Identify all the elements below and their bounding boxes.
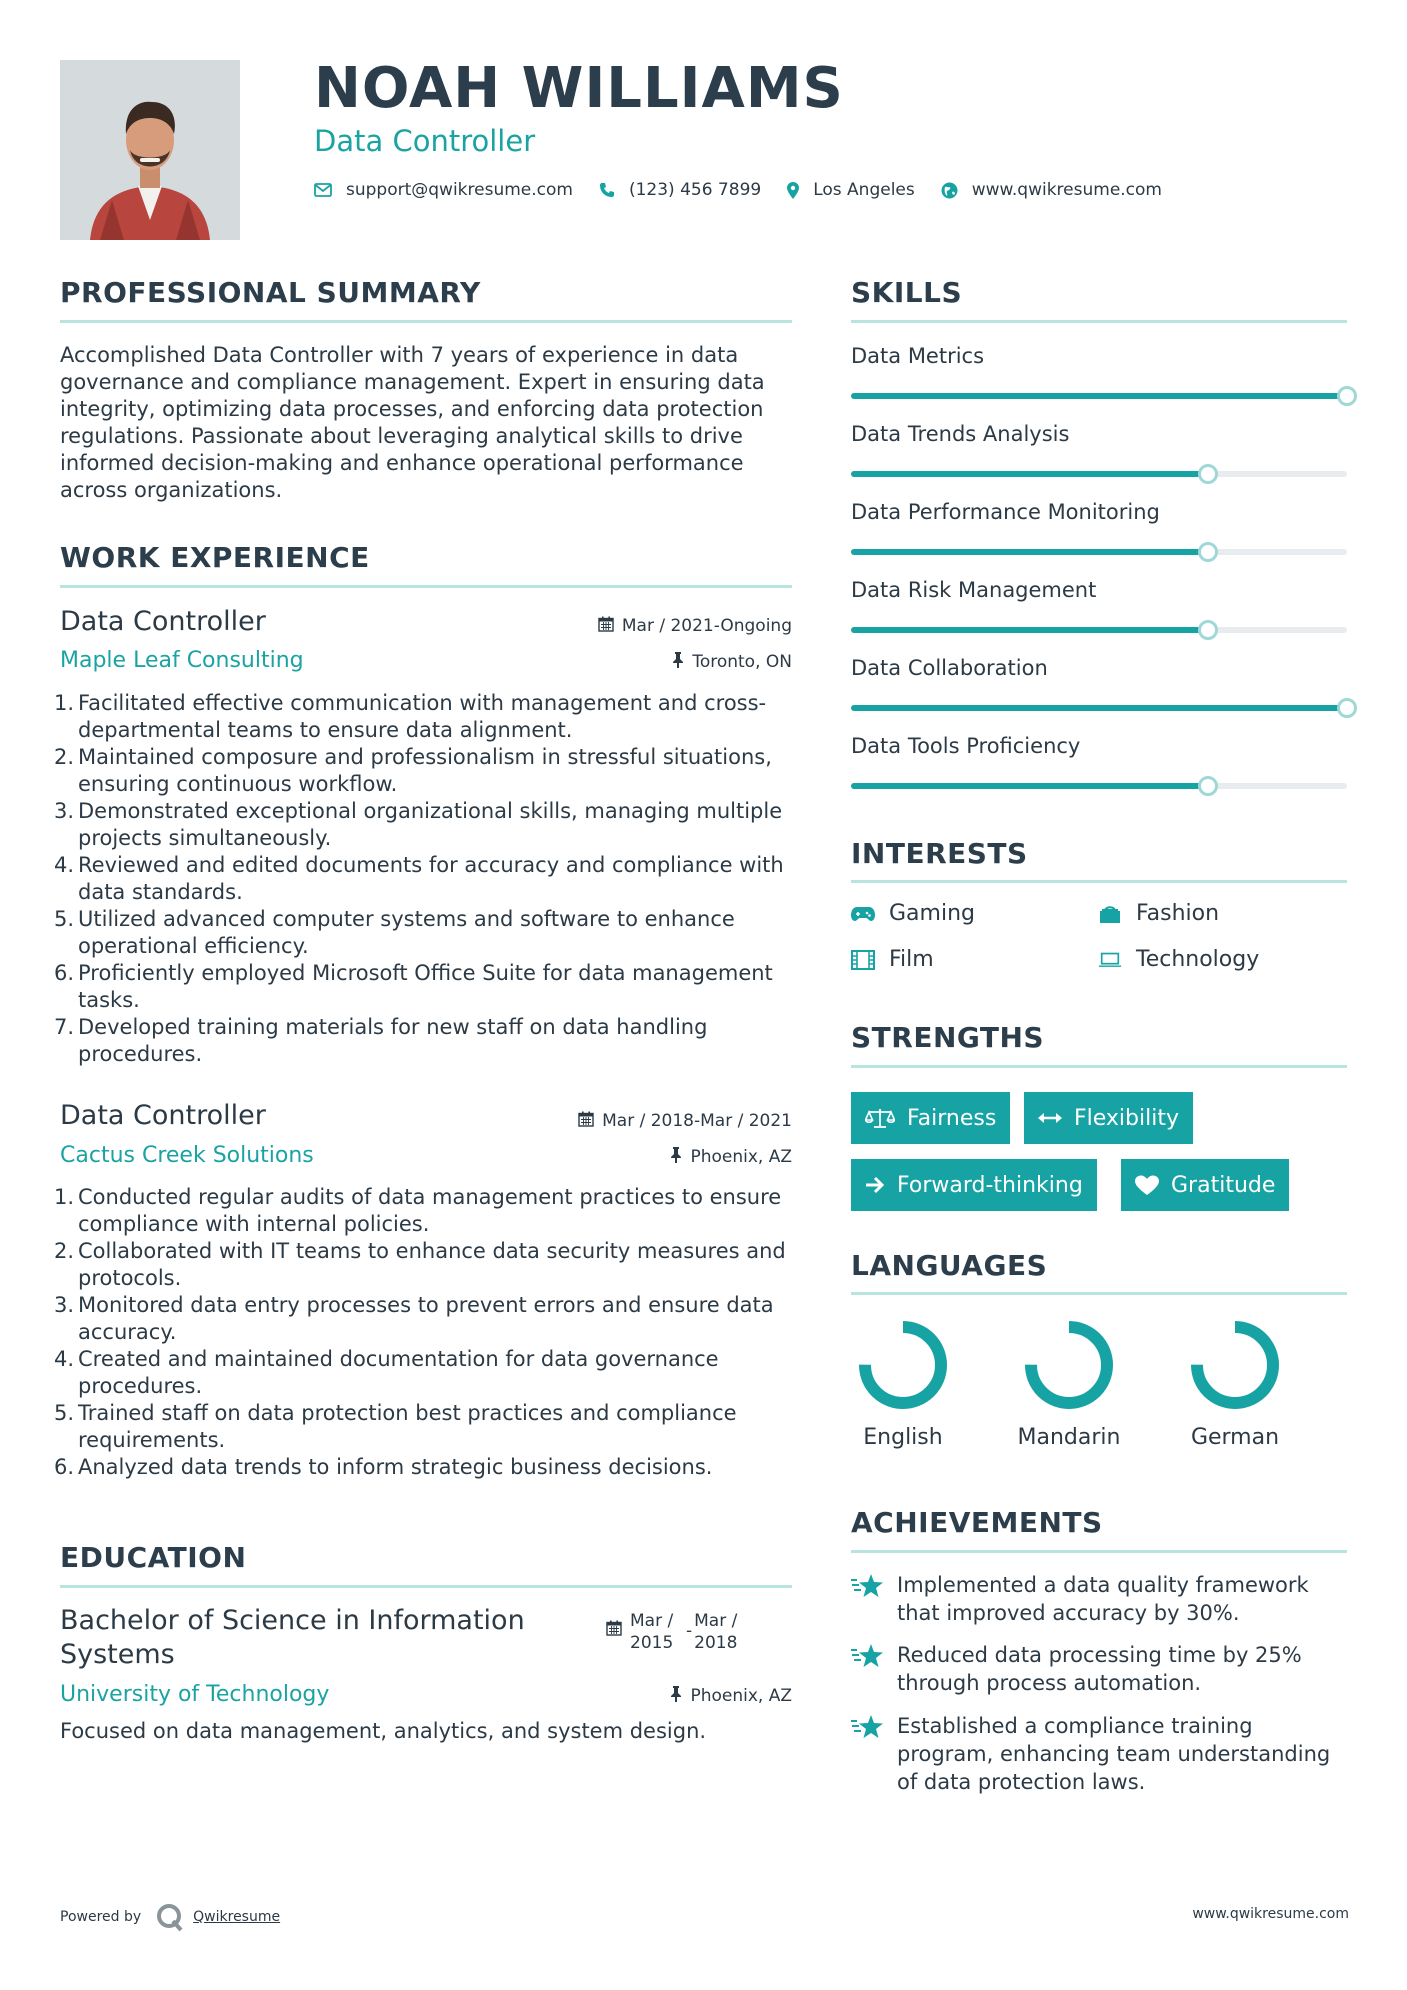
interest-fashion	[1098, 901, 1219, 926]
summary-divider	[60, 320, 792, 323]
strength-label: Flexibility	[1074, 1105, 1179, 1131]
language-mandarin	[1009, 1317, 1129, 1450]
education-date-end: Mar / 2018	[694, 1611, 738, 1653]
skill-bar	[851, 471, 1347, 477]
pin-icon	[670, 1147, 682, 1167]
duty-item	[54, 1184, 795, 1238]
scale-icon	[865, 1107, 895, 1129]
job-2-date-text: Mar / 2018-Mar / 2021	[602, 1111, 792, 1131]
duty-item	[54, 798, 795, 852]
skill-bar-knob	[1337, 386, 1357, 406]
education-dates	[606, 1610, 737, 1654]
duty-item	[54, 1238, 795, 1292]
duty-item	[54, 690, 795, 744]
interest-technology	[1098, 947, 1259, 972]
strengths-divider	[851, 1065, 1347, 1068]
duty-text: Analyzed data trends to inform strategic business decisions.	[78, 1455, 713, 1479]
skill-name: Data Collaboration	[851, 656, 1048, 680]
education-date-separator: -	[686, 1621, 693, 1641]
interest-label: Film	[889, 947, 934, 972]
duty-number: 6.	[54, 961, 75, 985]
skill-bar-fill	[851, 471, 1208, 477]
language-name: German	[1190, 1425, 1280, 1450]
duty-number: 1.	[54, 691, 75, 715]
duty-text: Monitored data entry processes to prevent errors and ensure data accuracy.	[78, 1293, 774, 1344]
summary-heading: PROFESSIONAL SUMMARY	[60, 276, 481, 309]
strengths-heading: STRENGTHS	[851, 1021, 1045, 1054]
duty-item	[54, 744, 795, 798]
achievements-divider	[851, 1550, 1347, 1553]
skill-bar-fill	[851, 393, 1347, 399]
job-2-company: Cactus Creek Solutions	[60, 1143, 314, 1168]
duty-number: 2.	[54, 1239, 75, 1263]
experience-heading: WORK EXPERIENCE	[60, 541, 370, 574]
calendar-icon	[606, 1620, 622, 1642]
contact-location: Los Angeles	[813, 180, 915, 200]
school-name: University of Technology	[60, 1682, 330, 1707]
education-divider	[60, 1585, 792, 1588]
achievement-item	[851, 1571, 1351, 1627]
skill-name: Data Metrics	[851, 344, 985, 368]
calendar-icon	[578, 1111, 594, 1131]
interests-heading: INTERESTS	[851, 837, 1028, 870]
skill-name: Data Tools Proficiency	[851, 734, 1081, 758]
contact-bar	[314, 180, 1188, 200]
globe-icon	[941, 182, 958, 199]
duty-item	[54, 1292, 795, 1346]
duty-number: 5.	[54, 907, 75, 931]
skill-bar-knob	[1198, 776, 1218, 796]
trophy-star-icon	[851, 1712, 897, 1796]
candidate-title: Data Controller	[314, 124, 536, 158]
skill-bar	[851, 783, 1347, 789]
skills-heading: SKILLS	[851, 276, 963, 309]
interests-divider	[851, 880, 1347, 883]
duty-item	[54, 852, 795, 906]
degree-line-1: Bachelor of Science in Information	[60, 1605, 525, 1636]
trophy-star-icon	[851, 1571, 897, 1627]
interest-label: Technology	[1136, 947, 1260, 972]
language-ring-arc	[865, 1327, 941, 1403]
footer-url[interactable]: www.qwikresume.com	[1192, 1906, 1349, 1922]
email-icon	[314, 183, 332, 197]
achievement-item	[851, 1641, 1351, 1697]
languages-divider	[851, 1292, 1347, 1295]
achievements-heading: ACHIEVEMENTS	[851, 1506, 1103, 1539]
duty-number: 4.	[54, 853, 75, 877]
interest-film	[851, 947, 934, 972]
job-1-dates	[598, 616, 792, 636]
pin-icon	[672, 652, 684, 672]
duty-text: Developed training materials for new staff on data handling procedures.	[78, 1015, 708, 1066]
duty-text: Maintained composure and professionalism in stressful situations, ensuring continuous workflow.	[78, 745, 772, 796]
education-location-text: Phoenix, AZ	[690, 1686, 792, 1706]
strength-gratitude	[1121, 1159, 1289, 1211]
skill-bar	[851, 549, 1347, 555]
skill-name: Data Trends Analysis	[851, 422, 1070, 446]
duty-text: Conducted regular audits of data management practices to ensure compliance with internal policies.	[78, 1185, 782, 1236]
calendar-icon	[598, 616, 614, 636]
language-english	[843, 1317, 963, 1450]
job-1-date-text: Mar / 2021-Ongoing	[621, 616, 792, 636]
contact-phone[interactable]: (123) 456 7899	[628, 180, 762, 200]
job-1-title: Data Controller	[60, 606, 266, 637]
summary-text: Accomplished Data Controller with 7 years of experience in data governance and compliance management. Expert in ensuring data integrity, optimizing data processes, and enforcing data protection regulations. Passionate about leveraging analytical skills to drive informed decision-making and enhance operational performance across organizations.	[60, 343, 765, 502]
skill-name: Data Risk Management	[851, 578, 1097, 602]
job-1-duties	[54, 690, 795, 1068]
language-ring	[1187, 1317, 1283, 1413]
arrow-right-icon	[865, 1176, 885, 1194]
language-ring-arc	[1197, 1327, 1273, 1403]
contact-website[interactable]: www.qwikresume.com	[971, 180, 1162, 200]
trophy-star-icon	[851, 1641, 897, 1697]
language-ring	[855, 1317, 951, 1413]
job-2-duties	[54, 1184, 795, 1481]
duty-number: 7.	[54, 1015, 75, 1039]
languages-heading: LANGUAGES	[851, 1249, 1048, 1282]
language-ring	[1021, 1317, 1117, 1413]
qwikresume-logo-icon	[155, 1902, 185, 1932]
duty-item	[54, 960, 795, 1014]
powered-by-brand-link[interactable]: Qwikresume	[193, 1909, 281, 1925]
powered-by	[60, 1902, 280, 1932]
duty-item	[54, 1346, 795, 1400]
interest-gaming	[851, 901, 975, 926]
skill-bar-fill	[851, 783, 1208, 789]
contact-email[interactable]: support@qwikresume.com	[346, 180, 573, 200]
skill-bar	[851, 705, 1347, 711]
job-2-title: Data Controller	[60, 1100, 266, 1131]
achievement-item	[851, 1712, 1351, 1796]
duty-text: Facilitated effective communication with management and cross-departmental teams to ensure data alignment.	[78, 691, 767, 742]
duty-number: 3.	[54, 1293, 75, 1317]
degree-line-2: Systems	[60, 1639, 175, 1670]
duty-number: 3.	[54, 799, 75, 823]
job-2-location-text: Phoenix, AZ	[690, 1147, 792, 1167]
duty-item	[54, 1014, 795, 1068]
strength-label: Forward-thinking	[897, 1172, 1083, 1198]
education-description: Focused on data management, analytics, and system design.	[60, 1719, 707, 1743]
skill-bar-fill	[851, 627, 1208, 633]
education-date-start: Mar / 2015	[630, 1611, 674, 1653]
duty-item	[54, 906, 795, 960]
job-1-company: Maple Leaf Consulting	[60, 648, 304, 673]
skill-bar-knob	[1198, 620, 1218, 640]
duty-text: Utilized advanced computer systems and software to enhance operational efficiency.	[78, 907, 735, 958]
duty-item	[54, 1454, 795, 1481]
achievement-text: Implemented a data quality framework that improved accuracy by 30%.	[897, 1573, 1309, 1625]
skill-bar	[851, 627, 1347, 633]
education-heading: EDUCATION	[60, 1541, 247, 1574]
duty-text: Collaborated with IT teams to enhance data security measures and protocols.	[78, 1239, 786, 1290]
duty-number: 5.	[54, 1401, 75, 1425]
skill-bar-knob	[1198, 464, 1218, 484]
job-1-location	[672, 652, 792, 672]
experience-divider	[60, 585, 792, 588]
duty-text: Proficiently employed Microsoft Office Suite for data management tasks.	[78, 961, 773, 1012]
candidate-name: NOAH WILLIAMS	[314, 56, 844, 121]
interest-label: Gaming	[889, 901, 975, 926]
duty-number: 4.	[54, 1347, 75, 1371]
skill-bar-knob	[1337, 698, 1357, 718]
language-name: Mandarin	[1017, 1425, 1121, 1450]
film-icon	[851, 950, 875, 970]
skill-bar-knob	[1198, 542, 1218, 562]
achievement-text: Established a compliance training program, enhancing team understanding of data protection laws.	[897, 1714, 1331, 1794]
pin-icon	[670, 1686, 682, 1706]
duty-text: Trained staff on data protection best practices and compliance requirements.	[78, 1401, 737, 1452]
interest-label: Fashion	[1136, 901, 1220, 926]
job-1-location-text: Toronto, ON	[692, 652, 792, 672]
profile-photo	[60, 60, 240, 240]
skill-bar	[851, 393, 1347, 399]
strength-flexibility	[1024, 1092, 1193, 1144]
duty-number: 2.	[54, 745, 75, 769]
bag-icon	[1098, 904, 1122, 924]
laptop-icon	[1098, 951, 1122, 969]
skill-name: Data Performance Monitoring	[851, 500, 1160, 524]
powered-by-text: Powered by	[60, 1909, 142, 1925]
skill-bar-fill	[851, 705, 1347, 711]
education-location	[670, 1686, 792, 1706]
duty-item	[54, 1400, 795, 1454]
degree-title	[60, 1604, 525, 1672]
strength-label: Gratitude	[1171, 1172, 1276, 1198]
skills-divider	[851, 320, 1347, 323]
duty-text: Created and maintained documentation for data governance procedures.	[78, 1347, 719, 1398]
phone-icon	[599, 182, 615, 198]
gamepad-icon	[851, 906, 875, 922]
achievement-text: Reduced data processing time by 25% through process automation.	[897, 1643, 1302, 1695]
strength-label: Fairness	[907, 1105, 997, 1131]
heart-icon	[1135, 1175, 1159, 1196]
job-2-dates	[578, 1111, 792, 1131]
language-ring-arc	[1031, 1327, 1107, 1403]
duty-number: 1.	[54, 1185, 75, 1209]
language-name: English	[863, 1425, 943, 1450]
arrows-horizontal-icon	[1038, 1112, 1062, 1124]
duty-text: Demonstrated exceptional organizational skills, managing multiple projects simultaneously.	[78, 799, 783, 850]
skill-bar-fill	[851, 549, 1208, 555]
language-german	[1175, 1317, 1295, 1450]
strength-fairness	[851, 1092, 1010, 1144]
strength-forward-thinking	[851, 1159, 1097, 1211]
job-2-location	[670, 1147, 792, 1167]
duty-number: 6.	[54, 1455, 75, 1479]
duty-text: Reviewed and edited documents for accuracy and compliance with data standards.	[78, 853, 784, 904]
profile-photo-illustration	[60, 60, 240, 240]
map-pin-icon	[787, 182, 799, 199]
